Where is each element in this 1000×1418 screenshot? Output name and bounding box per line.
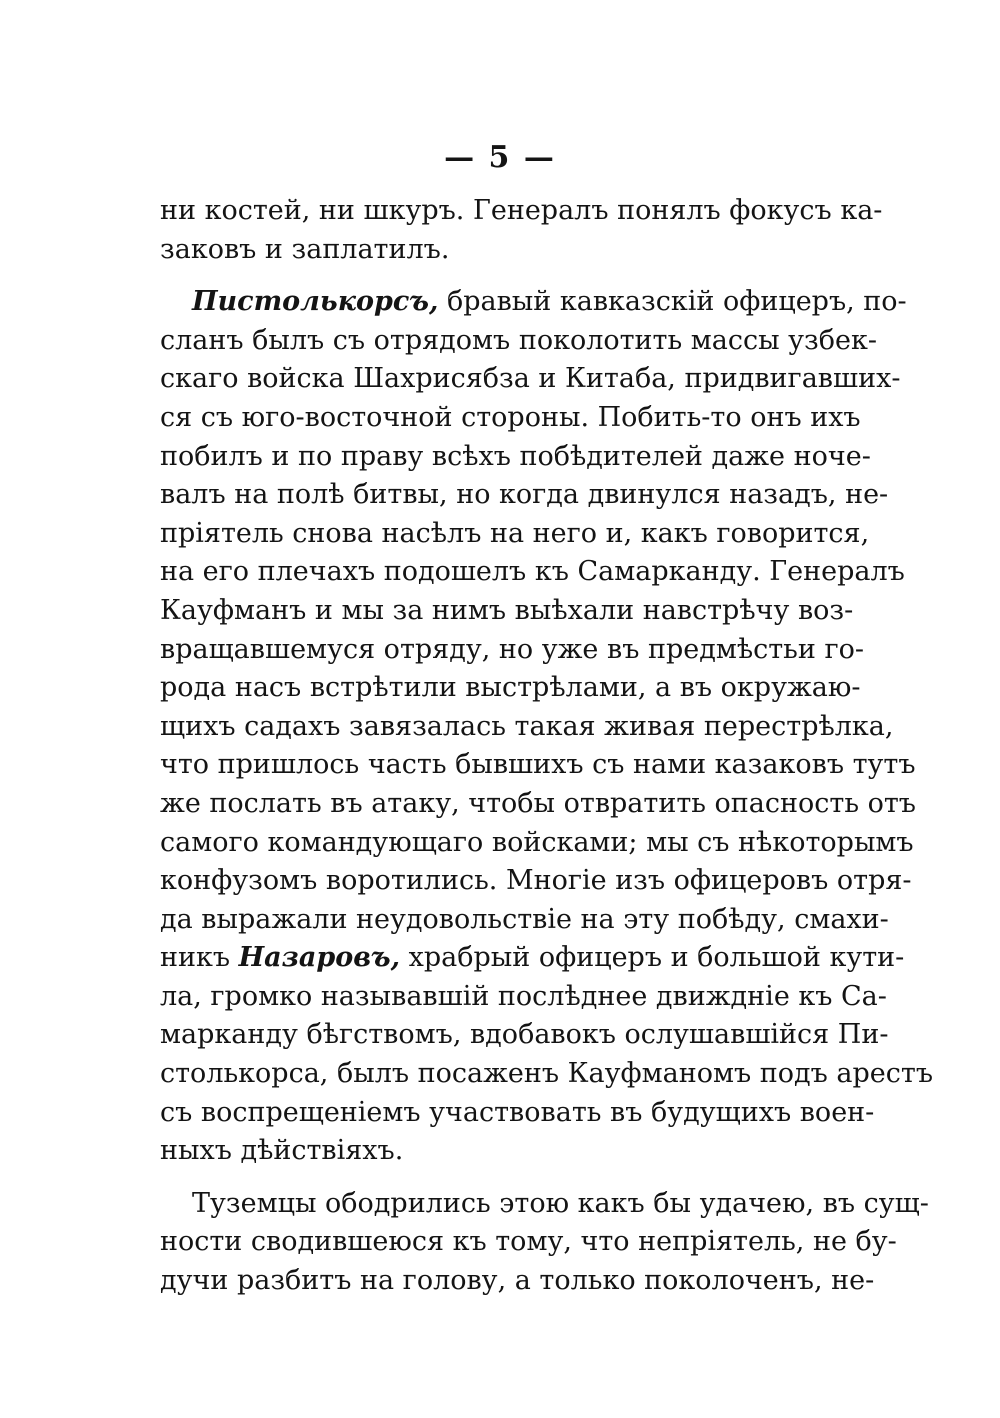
text-line: ныхъ дѣйствіяхъ.	[160, 1135, 404, 1167]
text-line: ся съ юго-восточной стороны. Побить-то онъ ихъ	[160, 401, 861, 433]
body-text	[160, 192, 934, 1301]
text-line: дучи разбитъ на голову, а только поколоченъ, не-	[160, 1265, 875, 1297]
text-line: вращавшемуся отряду, но уже въ предмѣстьи го-	[160, 633, 864, 665]
text-line: конфузомъ воротились. Многіе изъ офицеровъ отря-	[160, 865, 912, 897]
text-span: бравый кавказскій офицеръ, по-	[438, 286, 907, 318]
person-name: Назаровъ,	[238, 942, 401, 974]
text-line: валъ на полѣ битвы, но когда двинулся назадъ, не-	[160, 479, 889, 511]
person-name: Пистолькорсъ,	[192, 286, 439, 318]
text-span: храбрый офицеръ и большой кути-	[400, 942, 905, 974]
text-line: рода насъ встрѣтили выстрѣлами, а въ окружаю-	[160, 672, 861, 704]
text-line: заковъ и заплатилъ.	[160, 233, 450, 265]
text-line: Туземцы ободрились этою какъ бы удачею, въ сущ-	[192, 1187, 929, 1219]
text-line: ла, громко называвшій послѣднее движдніе къ Са-	[160, 980, 887, 1012]
text-line: да выражали неудовольствіе на эту побѣду, смахи-	[160, 903, 889, 935]
text-line: марканду бѣгствомъ, вдобавокъ ослушавшійся Пи-	[160, 1019, 889, 1051]
text-line: ни костей, ни шкуръ. Генералъ понялъ фокусъ ка-	[160, 195, 883, 226]
text-line: щихъ садахъ завязалась такая живая перестрѣлка,	[160, 710, 894, 742]
text-line: Кауфманъ и мы за нимъ выѣхали навстрѣчу воз-	[160, 594, 854, 626]
text-line: пріятель снова насѣлъ на него и, какъ говорится,	[160, 517, 870, 549]
text-line: съ воспрещеніемъ участвовать въ будущихъ воен-	[160, 1096, 875, 1128]
page-number: — 5 —	[444, 140, 556, 175]
text-line: скаго войска Шахрисябза и Китаба, придвигавших-	[160, 363, 901, 395]
text-line	[160, 939, 905, 978]
text-line: побилъ и по праву всѣхъ побѣдителей даже ноче-	[160, 440, 871, 472]
text-line: на его плечахъ подошелъ къ Самарканду. Генералъ	[160, 556, 905, 588]
text-line: ности сводившеюся къ тому, что непріятель, не бу-	[160, 1226, 897, 1258]
text-line	[160, 283, 907, 322]
text-span: никъ	[160, 942, 239, 974]
text-line: сланъ былъ съ отрядомъ поколотить массы узбек-	[160, 324, 878, 356]
text-line: столькорса, былъ посаженъ Кауфманомъ подъ арестъ	[160, 1058, 934, 1090]
text-line: что пришлось часть бывшихъ съ нами казаковъ тутъ	[160, 749, 916, 781]
text-line: самого командующаго войсками; мы съ нѣкоторымъ	[160, 826, 914, 858]
text-line: же послать въ атаку, чтобы отвратить опасность отъ	[160, 787, 916, 819]
